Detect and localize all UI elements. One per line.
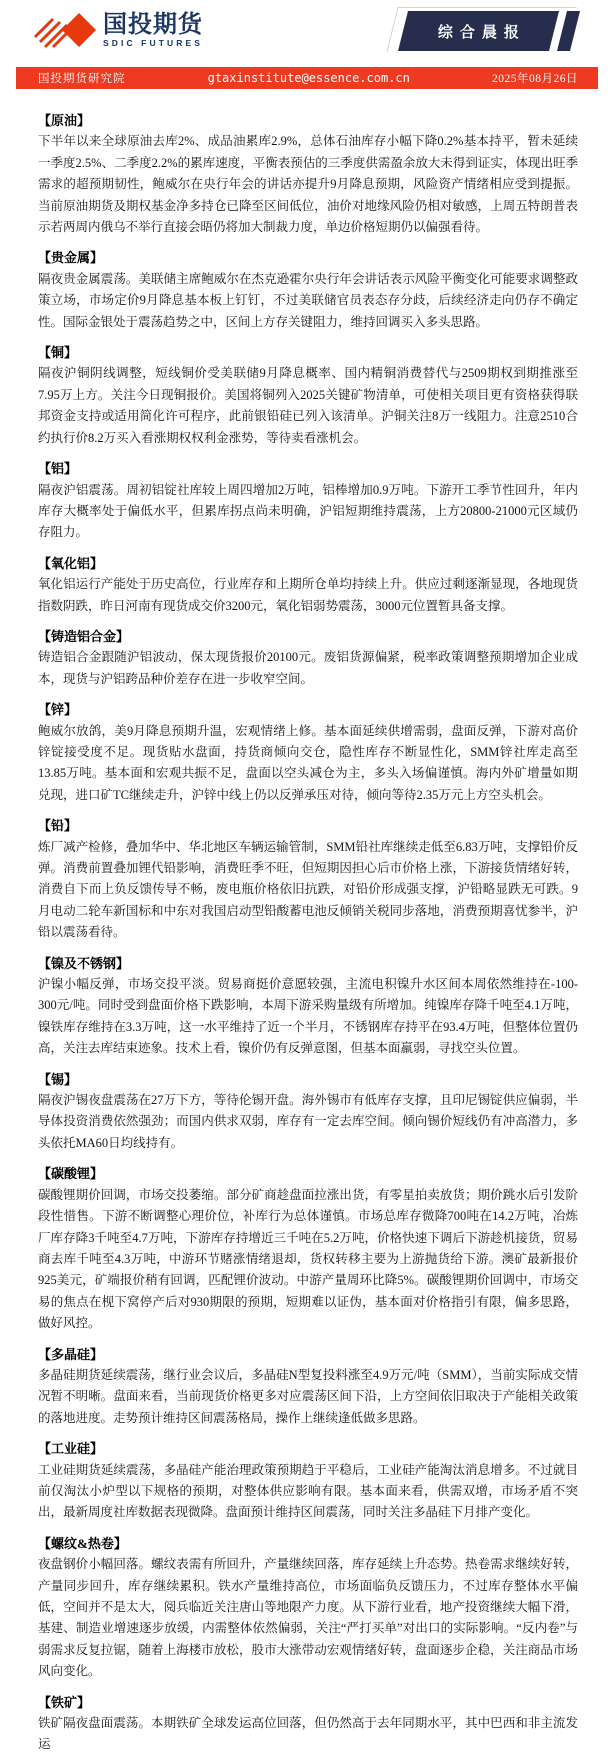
section-title: 【工业硅】 (38, 1441, 104, 1457)
section-industrial-silicon (38, 1438, 578, 1524)
section-rebar-hot-coil (38, 1533, 578, 1683)
report-header (0, 0, 615, 89)
section-body: 隔夜沪铜阴线调整，短线铜价受美联储9月降息概率、国内精铜消费替代与2509期权到期推涨至7.95万上方。关注今日现铜报价。美国将铜列入2025关键矿物清单，可使相关项目更有资格获得联邦资金支持或适用简化许可程序，此前银铅硅已列入该清单。沪铜关注8万一线阻力。注意2510合约执行价8.2万买入看涨期权权利金涨势，等待卖看涨机会。 (38, 366, 578, 445)
report-content (0, 89, 615, 1756)
section-alumina (38, 553, 578, 617)
section-title: 【镍及不锈钢】 (38, 955, 130, 971)
section-title: 【铅】 (38, 818, 78, 834)
section-title: 【碳酸锂】 (38, 1166, 104, 1182)
section-title: 【铜】 (38, 345, 78, 361)
section-body: 铁矿隔夜盘面震荡。本期铁矿全球发运高位回落，但仍然高于去年同期水平，其中巴西和非主流发运 (38, 1716, 578, 1752)
section-lithium-carbonate (38, 1163, 578, 1334)
report-date: 2025年08月26日 (491, 73, 578, 85)
section-title: 【原油】 (38, 113, 91, 128)
section-tin (38, 1069, 578, 1155)
contact-email: gtaxinstitute@essence.com.cn (207, 71, 410, 85)
section-title: 【铸造铝合金】 (38, 628, 130, 644)
section-title: 【螺纹&热卷】 (38, 1535, 127, 1551)
section-title: 【铝】 (38, 461, 78, 477)
section-crude-oil (38, 110, 578, 238)
section-body: 铸造铝合金跟随沪铝波动，保太现货报价20100元。废铝货源偏紧，税率政策调整预期增加企业成本，现货与沪铝跨品种价差存在进一步收窄空间。 (38, 650, 578, 686)
section-lead (38, 815, 578, 943)
info-bar (16, 67, 598, 89)
section-body: 沪镍小幅反弹，市场交投平淡。贸易商挺价意愿较强，主流电积镍升水区间本周依然维持在-100-300元/吨。同时受到盘面价格下跌影响，本周下游采购量级有所增加。纯镍库存降千吨至4.1万吨，镍铁库存维持在3.3万吨，这一水平维持了近一个半月，不锈钢库存持平在93.4万吨，但整体位置仍高，关注去库结束迹象。技术上看，镍价仍有反弹意图，但基本面羸弱，寻找空头位置。 (38, 977, 578, 1056)
brand-name-cn: 国投期货 (103, 11, 203, 38)
section-title: 【贵金属】 (38, 250, 104, 266)
company-logo (33, 11, 203, 49)
brand-text (103, 12, 203, 48)
section-title: 【铁矿】 (38, 1694, 91, 1710)
institute-name: 国投期货研究院 (38, 73, 126, 85)
section-precious-metals (38, 247, 578, 333)
section-title: 【锡】 (38, 1071, 78, 1087)
section-cast-aluminum-alloy (38, 626, 578, 690)
report-type-label: 综合晨报 (437, 24, 526, 41)
section-iron-ore (38, 1692, 578, 1756)
section-zinc (38, 699, 578, 806)
section-copper (38, 342, 578, 449)
section-body: 隔夜沪锡夜盘震荡在27万下方，等待伦锡开盘。海外锡市有低库存支撑，且印尼锡锭供应偏弱，半导体投资消费依然强劲；而国内供求双弱，库存有一定去库空间。倾向锡价短线仍有冲高潜力，多头依托MA60日均线持有。 (38, 1093, 578, 1150)
section-body: 鲍威尔放鸽，美9月降息预期升温，宏观情绪上修。基本面延续供增需弱，盘面反弹，下游对高价锌锭接受度不足。现货贴水盘面，持货商倾向交仓，隐性库存不断显性化，SMM锌社库走高至13.85万吨。基本面和宏观共振不足，盘面以空头减仓为主，多头入场偏谨慎。海内外矿增量如期兑现，进口矿TC继续走升，沪锌中线上仍以反弹承压对待，倾向等待2.35万元上方空头机会。 (38, 723, 578, 802)
brand-name-en: SDIC FUTURES (103, 38, 204, 48)
sdic-diamond-logo-icon (33, 11, 97, 49)
section-title: 【氧化铝】 (38, 555, 104, 571)
section-title: 【锌】 (38, 702, 78, 718)
banner-main-shape (398, 11, 559, 51)
section-body: 炼厂减产检修，叠加华中、华北地区车辆运输管制，SMM铅社库继续走低至6.83万吨，支撑铅价反弹。消费前置叠加锂代铅影响，消费旺季不旺，但短期因担心后市价格上涨，下游接货情绪好转，消费自下而上负反馈传导不畅，废电瓶价格依旧抗跌，对铅价形成强支撑，沪铅略显跌无可跌。9月电动二轮车新国标和中东对我国启动型铅酸蓄电池反倾销关税同步落地，消费预期喜忧参半，沪铅以震荡看待。 (38, 839, 578, 940)
section-nickel-stainless-steel (38, 953, 578, 1060)
section-title: 【多晶硅】 (38, 1346, 104, 1362)
section-body: 隔夜沪铝震荡。周初铝锭社库较上周四增加2万吨，铝棒增加0.9万吨。下游开工季节性回升，年内库存大概率处于偏低水平，但累库拐点尚未明确，沪铝短期维持震荡，上方20800-21000元区域仍存阻力。 (38, 482, 578, 540)
section-body: 碳酸锂期价回调，市场交投萎缩。部分矿商趁盘面拉涨出货，有零星拍卖放货；期价跳水后引发阶段性惜售。下游不断调整心理价位，补库行为总体谨慎。市场总库存微降700吨在14.2万吨，冶炼厂库存降3千吨至4.7万吨，下游库存持增近三千吨在5.2万吨，价格快速下调后下游趁机接货，贸易商去库千吨至4.3万吨，中游环节赌涨情绪退却，货权转移主要为上游抛货给下游。澳矿最新报价925美元，矿端报价稍有回调，匹配锂价波动。中游产量周环比降5%。碳酸锂期价回调中，市场交易的焦点在枧下窝停产后对930期限的预期，短期难以证伪，基本面对价格指引有限，偏多思路，做好风控。 (38, 1187, 578, 1331)
section-aluminum (38, 458, 578, 544)
section-body: 氧化铝运行产能处于历史高位，行业库存和上期所仓单均持续上升。供应过剩逐渐显现，各地现货指数阴跌，昨日河南有现货成交价3200元，氧化铝弱势震荡，3000元位置暂具备支撑。 (38, 577, 578, 613)
report-type-banner (403, 11, 583, 51)
section-body: 多晶硅期货延续震荡，继行业会议后，多晶硅N型复投料涨至4.9万元/吨（SMM），当前实际成交情况暂不明晰。盘面来看，当前现货价格更多对应震荡区间下沿，上方空间依旧取决于产能相关政策的落地进度。走势预计维持区间震荡格局，操作上继续逢低做多思路。 (38, 1367, 578, 1425)
section-polysilicon (38, 1344, 578, 1430)
section-body: 夜盘钢价小幅回落。螺纹表需有所回升，产量继续回落，库存延续上升态势。热卷需求继续好转，产量同步回升，库存继续累积。铁水产量维持高位，市场面临负反馈压力，不过库存整体水平偏低，空间并不是太大，阅兵临近关注唐山等地限产力度。从下游行业看，地产投资继续大幅下滑，基建、制造业增速逐步放缓，内需整体依然偏弱，关注“严打买单”对出口的实际影响。“反内卷”与弱需求反复拉锯，随着上海楼市放松，股市大涨带动宏观情绪好转，盘面逐步企稳，关注商品市场风向变化。 (38, 1557, 578, 1679)
section-body: 隔夜贵金属震荡。美联储主席鲍威尔在杰克逊霍尔央行年会讲话表示风险平衡变化可能要求调整政策立场，市场定价9月降息基本板上钉钉，不过美联储官员表态存分歧，后续经济走向仍存不确定性。国际金银处于震荡趋势之中，区间上方存关键阻力，维持回调买入多头思路。 (38, 271, 578, 329)
section-body: 工业硅期货延续震荡，多晶硅产能治理政策预期趋于平稳后，工业硅产能淘汰消息增多。不过就目前仅淘汰小炉型以下规格的预期，对整体供应影响有限。基本面来看，供需双增，市场矛盾不突出，最新周度社库数据表现微降。盘面预计维持区间震荡，同时关注多晶硅下月排产变化。 (38, 1462, 578, 1520)
section-body: 下半年以来全球原油去库2%、成品油累库2.9%，总体石油库存小幅下降0.2%基本持平，暂未延续一季度2.5%、二季度2.2%的累库速度，平衡表预估的三季度供需盈余放大未得到证实，体现出旺季需求的超预期韧性，鲍威尔在央行年会的讲话亦提升9月降息预期，风险资产情绪相应受到提振。当前原油期货及期权基金净多持仓已降至区间低位，油价对地缘风险仍相对敏感，上周五特朗普表示若两周内俄乌不举行直接会晤仍将加大制裁力度，单边价格短期仍以偏强看待。 (38, 134, 578, 235)
